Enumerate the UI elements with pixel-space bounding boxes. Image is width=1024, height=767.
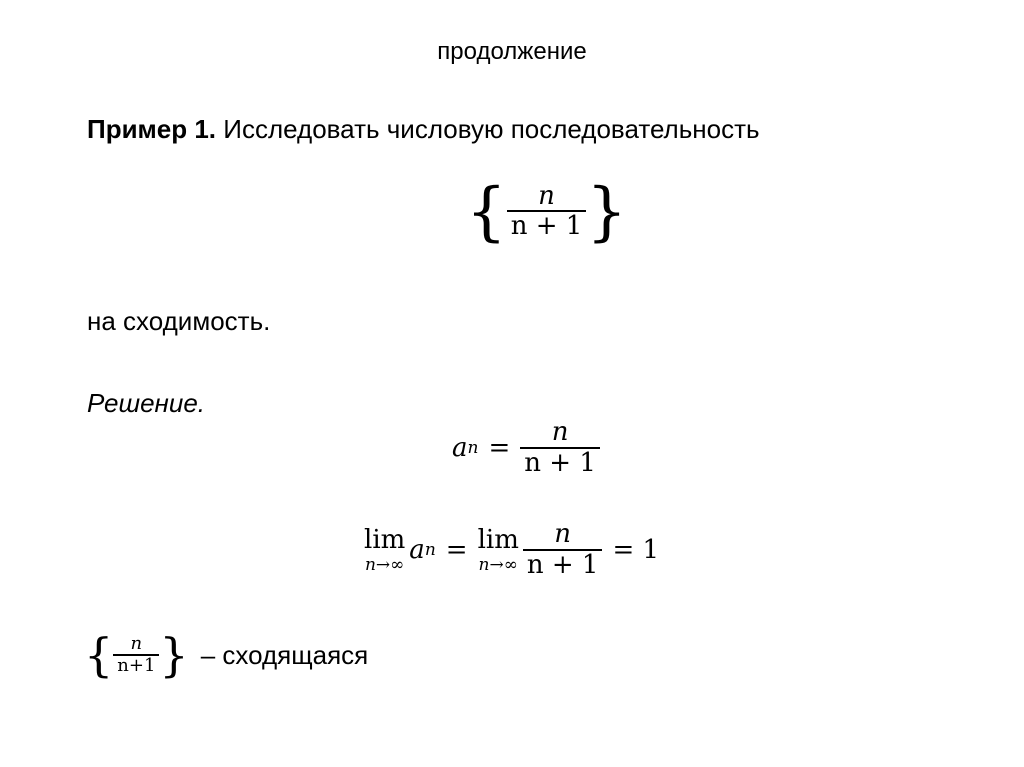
conclusion-fraction <box>113 634 159 676</box>
conclusion-left-brace: { <box>84 628 114 682</box>
term-numerator: n <box>551 417 569 447</box>
left-brace: { <box>466 175 507 249</box>
limit-denominator: n + 1 <box>523 549 603 581</box>
example-label: Пример 1. <box>87 114 217 144</box>
term-denominator: n + 1 <box>520 447 600 479</box>
equals-sign: = <box>488 433 511 464</box>
right-brace: } <box>586 175 628 249</box>
limit-formula <box>364 520 659 580</box>
conclusion-right-brace: } <box>159 628 189 682</box>
conclusion-denominator: n+1 <box>113 654 159 677</box>
solution-label: Решение. <box>87 388 206 418</box>
example-text: Исследовать числовую последовательность <box>223 114 760 144</box>
conclusion-text: – сходящаяся <box>200 639 369 670</box>
example-statement <box>87 114 760 145</box>
limit-operator-left: lim n→∞ <box>364 524 406 575</box>
sequence-numerator: n <box>538 180 555 211</box>
limit-fraction <box>523 520 603 580</box>
limit-operator-right: lim n→∞ <box>477 524 519 575</box>
limit-numerator: n <box>554 519 572 549</box>
sequence-formula <box>466 175 628 249</box>
conclusion-numerator: n <box>130 632 143 654</box>
convergence-text: на сходимость. <box>87 306 271 336</box>
limit-equals-sign: = <box>445 535 468 566</box>
sequence-fraction <box>507 182 587 242</box>
term-fraction <box>520 418 600 478</box>
limit-term-index: n <box>424 540 436 561</box>
sequence-denominator: n + 1 <box>507 210 587 242</box>
limit-term-symbol: a <box>409 535 425 566</box>
term-symbol: a <box>452 433 468 464</box>
limit-result: = 1 <box>612 535 660 566</box>
conclusion <box>84 628 369 682</box>
page-title: продолжение <box>437 38 587 65</box>
term-index: n <box>467 438 479 459</box>
general-term-formula <box>452 418 600 478</box>
